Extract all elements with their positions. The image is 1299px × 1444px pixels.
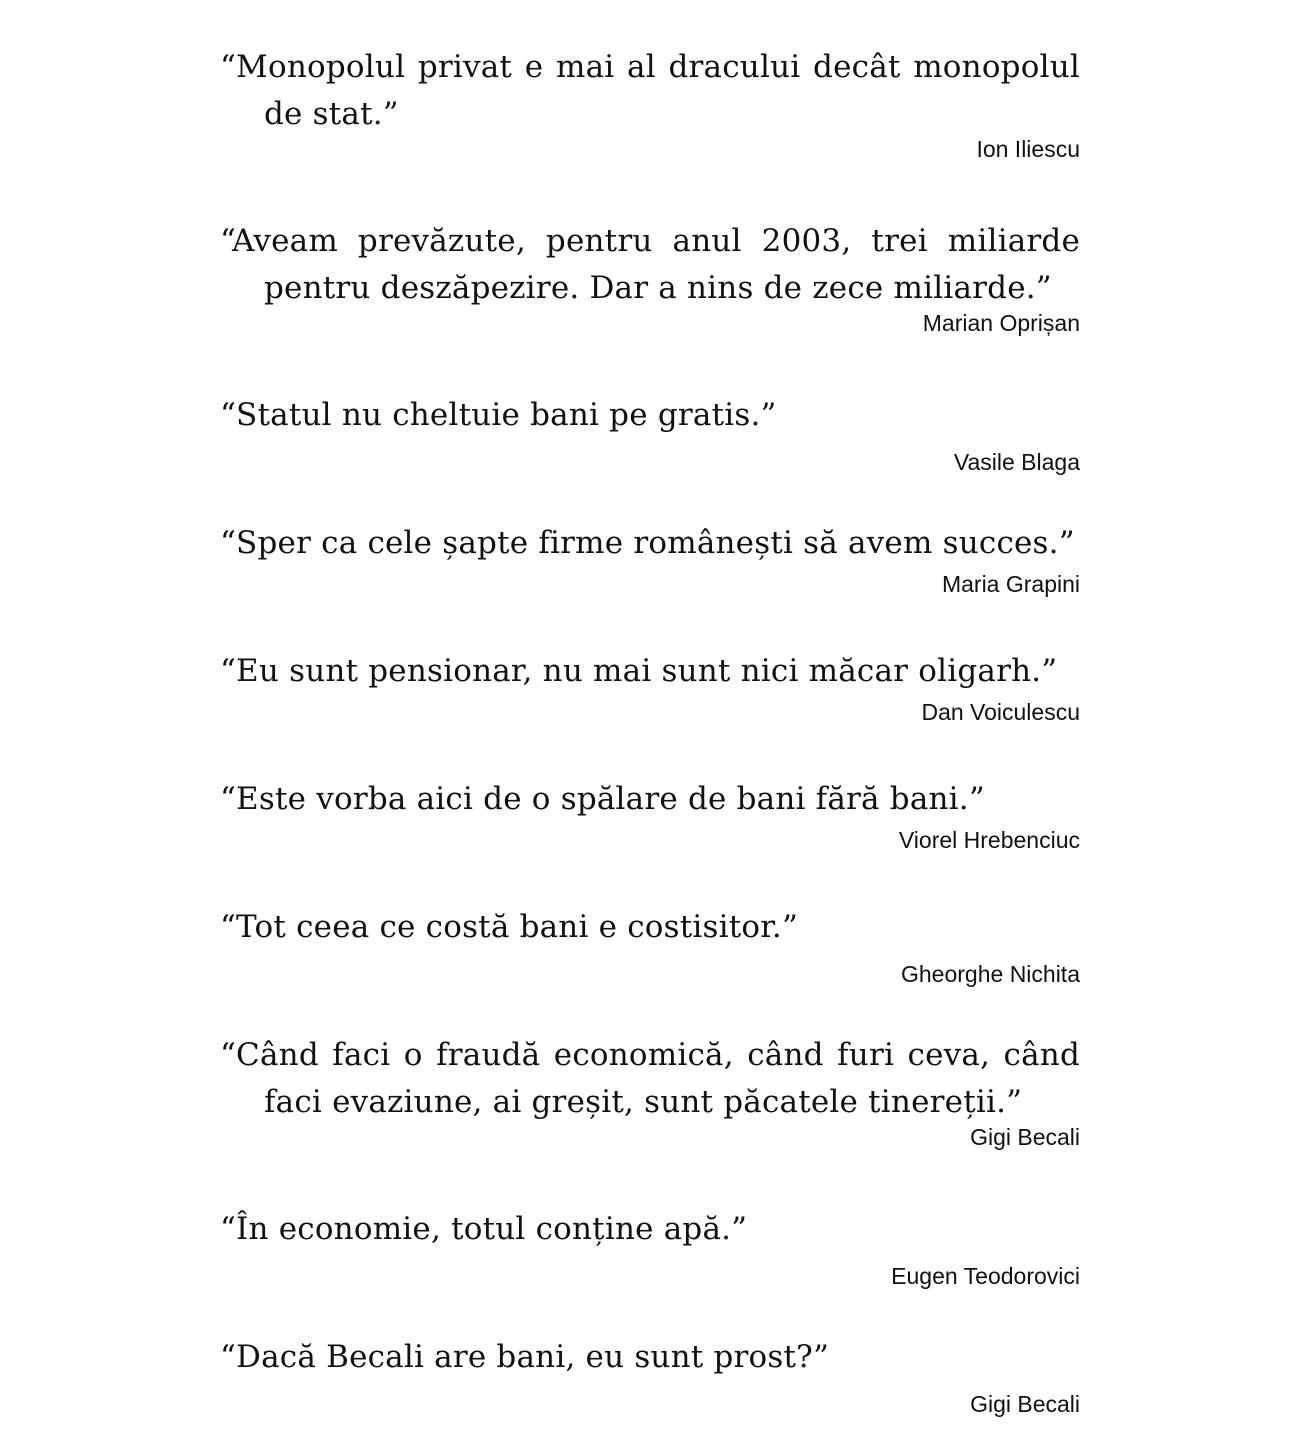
quote-item [220,776,1080,860]
quote-text: “Eu sunt pensionar, nu mai sunt nici măcar oligarh.” [220,653,1058,689]
quote-author: Marian Oprișan [922,310,1080,336]
quote-text: “Sper ca cele șapte firme românești să avem succes.” [220,525,1075,561]
quote-text: “Aveam prevăzute, pentru anul 2003, trei miliarde pentru deszăpezire. Dar a nins de zece miliarde.” [220,223,1080,306]
quotes-page [220,44,1080,1418]
quote-author: Maria Grapini [941,571,1080,597]
quote-text: “Dacă Becali are bani, eu sunt prost?” [220,1339,830,1375]
quote-text: “Tot ceea ce costă bani e costisitor.” [220,909,798,945]
quote-item [220,1334,1080,1418]
quote-item [220,1206,1080,1290]
quote-author: Gigi Becali [970,1124,1080,1150]
quote-author: Ion Iliescu [976,136,1080,162]
quote-author: Eugen Teodorovici [891,1263,1080,1289]
quote-author: Gheorghe Nichita [901,961,1080,987]
quote-text: “Când faci o fraudă economică, când furi ceva, când faci evaziune, ai greșit, sunt păcatele tinereții.” [220,1037,1080,1120]
quote-item [220,392,1080,476]
quote-item [220,904,1080,988]
quote-text: “Monopolul privat e mai al dracului decât monopolul de stat.” [220,49,1080,132]
quote-author: Viorel Hrebenciuc [898,827,1080,853]
quote-item [220,1032,1080,1160]
quote-item [220,44,1080,172]
quote-text: “În economie, totul conține apă.” [220,1211,748,1247]
quote-author: Vasile Blaga [953,449,1080,475]
quote-item [220,218,1080,346]
quote-text: “Statul nu cheltuie bani pe gratis.” [220,397,777,433]
quote-item [220,648,1080,732]
quote-author: Dan Voiculescu [921,699,1080,725]
quote-text: “Este vorba aici de o spălare de bani fără bani.” [220,781,985,817]
quote-author: Gigi Becali [970,1391,1080,1417]
quote-item [220,520,1080,604]
